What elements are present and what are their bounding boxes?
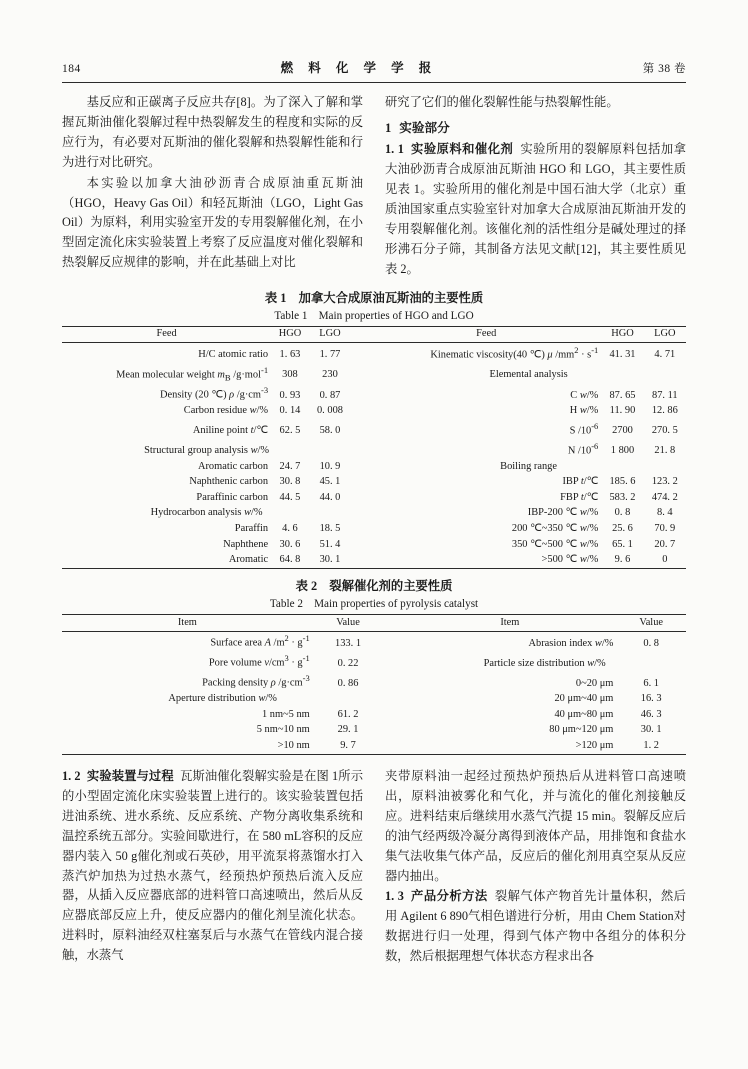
cell-value: 0. 008 xyxy=(316,405,343,417)
cell-value: 583. 2 xyxy=(609,491,636,503)
section-1-heading xyxy=(385,118,686,138)
bottom-right-paragraph-1: 夹带原料油一起经过预热炉预热后从进料管口高速喷出，原料油被雾化和气化，并与流化的催化剂接触反应。进料结束后继续用水蒸气汽提 15 min。裂解反应后的油气经两级冷凝分离得到液体产品，用排饱和食盐水集气法收集气体产品，反应后的催化剂用真空泵从反应器内抽出。 xyxy=(385,769,686,883)
cell-value: 41. 31 xyxy=(609,349,636,361)
table-row xyxy=(62,631,686,652)
row-label: >10 nm xyxy=(277,739,310,751)
row-label: H/C atomic ratio xyxy=(198,349,269,361)
column-header: LGO xyxy=(319,328,341,340)
row-label: Abrasion index w/% xyxy=(528,637,614,649)
cell-value: 123. 2 xyxy=(651,476,678,488)
top-columns xyxy=(62,93,686,281)
cell-value: 1. 63 xyxy=(279,349,301,361)
table-1-caption-cn: 表 1 加拿大合成原油瓦斯油的主要性质 xyxy=(264,290,484,305)
cell-value: 58. 0 xyxy=(319,425,341,437)
cell-value: 0. 14 xyxy=(279,405,301,417)
row-label: 200 ℃~350 ℃ w/% xyxy=(511,523,599,535)
table-row xyxy=(62,537,686,553)
page-number: 184 xyxy=(62,63,81,75)
left-paragraph-1: 基反应和正碳离子反应共存[8]。为了深入了解和掌握瓦斯油催化裂解过程中热裂解发生的程度和实际的反应行为，有必要对瓦斯油的催化裂解和热裂解性能和行为进行对比研究。 xyxy=(62,95,363,169)
cell-value: 0. 86 xyxy=(337,677,359,689)
cell-value: 20. 7 xyxy=(654,538,676,550)
cell-value: 87. 11 xyxy=(652,389,678,401)
section-1-number: 1 xyxy=(385,120,392,135)
table-row xyxy=(62,707,686,723)
row-label: Naphthenic carbon xyxy=(189,476,269,488)
cell-value: 44. 0 xyxy=(319,491,341,503)
right-column-bottom xyxy=(385,767,686,968)
cell-value: 308 xyxy=(282,369,298,381)
cell-value: 30. 1 xyxy=(319,554,341,566)
table-row xyxy=(62,506,686,522)
row-label: Particle size distribution w/% xyxy=(483,657,606,669)
cell-value: 30. 6 xyxy=(279,538,301,550)
cell-value: 0 xyxy=(662,554,668,566)
row-label: >500 ℃ w/% xyxy=(541,554,599,566)
row-label: 0~20 μm xyxy=(575,677,614,689)
right-column-top xyxy=(385,93,686,281)
cell-value: 9. 7 xyxy=(340,739,356,751)
row-label: 40 μm~80 μm xyxy=(554,708,614,720)
table-row xyxy=(62,439,686,459)
cell-value: 270. 5 xyxy=(651,425,678,437)
cell-value: 16. 3 xyxy=(640,693,662,705)
cell-value: 10. 9 xyxy=(319,460,341,472)
table-2 xyxy=(62,614,686,755)
row-label: Aromatic carbon xyxy=(197,460,269,472)
table-row xyxy=(62,522,686,538)
section-1-3-text: 裂解气体产物首先计量体积，然后用 Agilent 6 890气相色谱进行分析，用由 Chem Station对数据进行归一处理，得到气体产物中各组分的体积分数，然后根据理想气体状态方程求出各 xyxy=(385,889,686,964)
running-head xyxy=(62,58,686,76)
cell-value: 0. 87 xyxy=(319,389,341,401)
row-label: FBP t/℃ xyxy=(560,491,599,503)
table-row xyxy=(62,404,686,420)
table-row xyxy=(62,672,686,692)
cell-value: 87. 65 xyxy=(609,389,636,401)
row-label: Surface area A $/m^2 \cdot g^{-1}$ xyxy=(210,633,310,649)
row-label: Kinematic viscosity(40 ℃) μ $/mm^2 \cdot s^{-1}$ xyxy=(430,344,599,361)
header-rule xyxy=(62,82,686,83)
cell-value: 185. 6 xyxy=(609,476,636,488)
section-1-2-number: 1. 2 xyxy=(62,769,81,784)
section-1-title: 实验部分 xyxy=(399,120,450,135)
cell-value: 64. 8 xyxy=(279,554,301,566)
table-row xyxy=(62,491,686,507)
cell-value: 30. 8 xyxy=(279,476,301,488)
cell-value: 9. 6 xyxy=(614,554,631,566)
table-1-caption-en: Table 1 Main properties of HGO and LGO xyxy=(274,309,474,322)
journal-title: 燃 料 化 学 学 报 xyxy=(280,61,438,75)
column-header: Value xyxy=(639,616,664,628)
table-1-block xyxy=(62,288,686,570)
section-1-1-block xyxy=(385,140,686,279)
cell-value: 6. 1 xyxy=(643,677,659,689)
column-header: Item xyxy=(500,616,520,628)
row-label: Naphthene xyxy=(223,538,269,550)
row-label: H w/% xyxy=(569,405,599,417)
table-row xyxy=(62,363,686,384)
column-header: HGO xyxy=(278,328,302,340)
cell-value: 62. 5 xyxy=(279,425,301,437)
row-label: Carbon residue w/% xyxy=(183,405,269,417)
section-1-1-number: 1. 1 xyxy=(385,142,404,157)
cell-value: 4. 71 xyxy=(654,349,676,361)
cell-value: 133. 1 xyxy=(335,637,362,649)
cell-value: 46. 3 xyxy=(640,708,662,720)
cell-value: 8. 4 xyxy=(657,507,673,519)
table-row xyxy=(62,739,686,755)
table-header-row xyxy=(62,326,686,343)
bottom-columns xyxy=(62,767,686,968)
cell-value: 29. 1 xyxy=(337,724,359,736)
row-label: >120 μm xyxy=(575,739,614,751)
column-header: HGO xyxy=(611,328,634,340)
row-label: Paraffin xyxy=(234,523,269,535)
table-row xyxy=(62,419,686,439)
cell-value: 30. 1 xyxy=(640,724,662,736)
row-label: Aniline point t/℃ xyxy=(192,425,269,437)
cell-value: 0. 8 xyxy=(614,507,631,519)
row-label: Aromatic xyxy=(228,554,269,566)
cell-value: 44. 5 xyxy=(279,491,301,503)
cell-value: 4. 6 xyxy=(282,523,298,535)
cell-value: 12. 86 xyxy=(651,405,678,417)
section-1-3-title: 产品分析方法 xyxy=(411,889,488,904)
section-1-1-text: 实验所用的裂解原料包括加拿大油砂沥青合成原油瓦斯油 HGO 和 LGO，其主要性质见表 1。实验所用的催化剂是中国石油大学（北京）重质油国家重点实验室针对加拿大合成原油瓦斯油开发的专用裂解催化剂。该催化剂的活性组分是碱处理过的择形沸石分子筛，其制备方法见文献[12]，其主要性质见表 2。 xyxy=(385,142,686,276)
right-paragraph-1: 研究了它们的催化裂解性能与热裂解性能。 xyxy=(385,95,619,109)
left-column-top xyxy=(62,93,363,281)
row-label: IBP-200 ℃ w/% xyxy=(527,507,599,519)
column-header: Feed xyxy=(476,328,497,340)
cell-value: 18. 5 xyxy=(319,523,341,535)
row-label: C w/% xyxy=(570,389,599,401)
row-label: Elemental analysis xyxy=(489,369,568,381)
section-1-3-block xyxy=(385,887,686,967)
row-label: Hydrocarbon analysis w/% xyxy=(150,507,263,519)
table-1 xyxy=(62,326,686,570)
table-row xyxy=(62,723,686,739)
row-label: Paraffinic carbon xyxy=(196,491,269,503)
table-2-caption-cn: 表 2 裂解催化剂的主要性质 xyxy=(295,579,453,594)
row-label: Density (20 ℃) ρ $/g\cdot cm^{-3}$ xyxy=(160,385,269,401)
cell-value: 11. 90 xyxy=(609,405,636,417)
row-label: 20 μm~40 μm xyxy=(554,693,614,705)
cell-value: 25. 6 xyxy=(612,523,633,535)
left-paragraph-2: 本实验以加拿大油砂沥青合成原油重瓦斯油（HGO，Heavy Gas Oil）和轻瓦斯油（LGO，Light Gas Oil）为原料，利用实验室开发的专用裂解催化剂，在小型固定流化床实验装置上考察了反应温度对催化裂解和热裂解反应规律的影响，并在此基础上对比 xyxy=(62,175,363,270)
table-row xyxy=(62,384,686,404)
table-2-caption-en: Table 2 Main properties of pyrolysis catalyst xyxy=(269,598,479,611)
table-row xyxy=(62,692,686,708)
table-row xyxy=(62,652,686,672)
cell-value: 0. 8 xyxy=(643,637,659,649)
section-1-2-title: 实验装置与过程 xyxy=(86,769,174,784)
table-header-row xyxy=(62,615,686,632)
cell-value: 24. 7 xyxy=(279,460,301,472)
row-label: 80 μm~120 μm xyxy=(549,724,614,736)
row-label: 1 nm~5 nm xyxy=(261,708,310,720)
section-1-3-number: 1. 3 xyxy=(385,889,404,904)
section-1-1-title: 实验原料和催化剂 xyxy=(411,142,514,157)
row-label: S $/10^{-6}$ xyxy=(569,420,599,437)
cell-value: 70. 9 xyxy=(654,523,676,535)
column-header: Item xyxy=(177,616,197,628)
cell-value: 51. 4 xyxy=(319,538,341,550)
row-label: 5 nm~10 nm xyxy=(256,724,310,736)
cell-value: 45. 1 xyxy=(319,476,341,488)
cell-value: 0. 93 xyxy=(279,389,301,401)
table-row xyxy=(62,343,686,364)
cell-value: 1. 77 xyxy=(319,349,341,361)
section-1-2-block xyxy=(62,767,363,966)
table-row xyxy=(62,475,686,491)
cell-value: 21. 8 xyxy=(654,445,676,457)
cell-value: 1 800 xyxy=(610,445,635,457)
cell-value: 61. 2 xyxy=(337,708,359,720)
cell-value: 1. 2 xyxy=(643,739,659,751)
section-1-2-text: 瓦斯油催化裂解实验是在图 1所示的小型固定流化床实验装置上进行的。该实验装置包括进油系统、进水系统、反应系统、产物分离收集系统和温控系统五部分。实验间歇进行，在 580 mL容积的反应器内装入 50 g催化剂或石英砂，用平流泵将蒸馏水打入蒸汽炉加热为过热水蒸气，经预热炉预热后流入反应器，从插入反应器底部的进料管口高速喷出，然后从反应器底部反应上升，使反应器内的催化剂呈流化状态。进料时，原料油经双柱塞泵后与水蒸气在管线内混合接触，水蒸气 xyxy=(62,769,363,963)
cell-value: 2700 xyxy=(612,425,633,437)
column-header: Value xyxy=(336,616,360,628)
row-label: Structural group analysis w/% xyxy=(144,445,270,457)
left-column-bottom xyxy=(62,767,363,968)
table-row xyxy=(62,459,686,475)
column-header: LGO xyxy=(654,328,676,340)
row-label: IBP t/℃ xyxy=(562,476,599,488)
cell-value: 0. 22 xyxy=(337,657,359,669)
cell-value: 474. 2 xyxy=(651,491,678,503)
cell-value: 65. 1 xyxy=(612,538,633,550)
row-label: 350 ℃~500 ℃ w/% xyxy=(511,538,599,550)
row-label: Aperture distribution w/% xyxy=(168,693,277,705)
table-2-block xyxy=(62,576,686,755)
row-label: Boiling range xyxy=(500,460,557,472)
column-header: Feed xyxy=(156,328,177,340)
volume-label: 第 38 卷 xyxy=(642,63,686,75)
row-label: N $/10^{-6}$ xyxy=(567,440,599,457)
cell-value: 230 xyxy=(322,369,338,381)
table-row xyxy=(62,553,686,569)
row-label: Packing density ρ $/g\cdot cm^{-3}$ xyxy=(202,673,310,689)
row-label: Pore volume $v/cm^3 \cdot g^{-1}$ xyxy=(208,653,310,669)
row-label: Mean molecular weight $m_B$ /g·mol$^{-1}$ xyxy=(116,364,269,383)
